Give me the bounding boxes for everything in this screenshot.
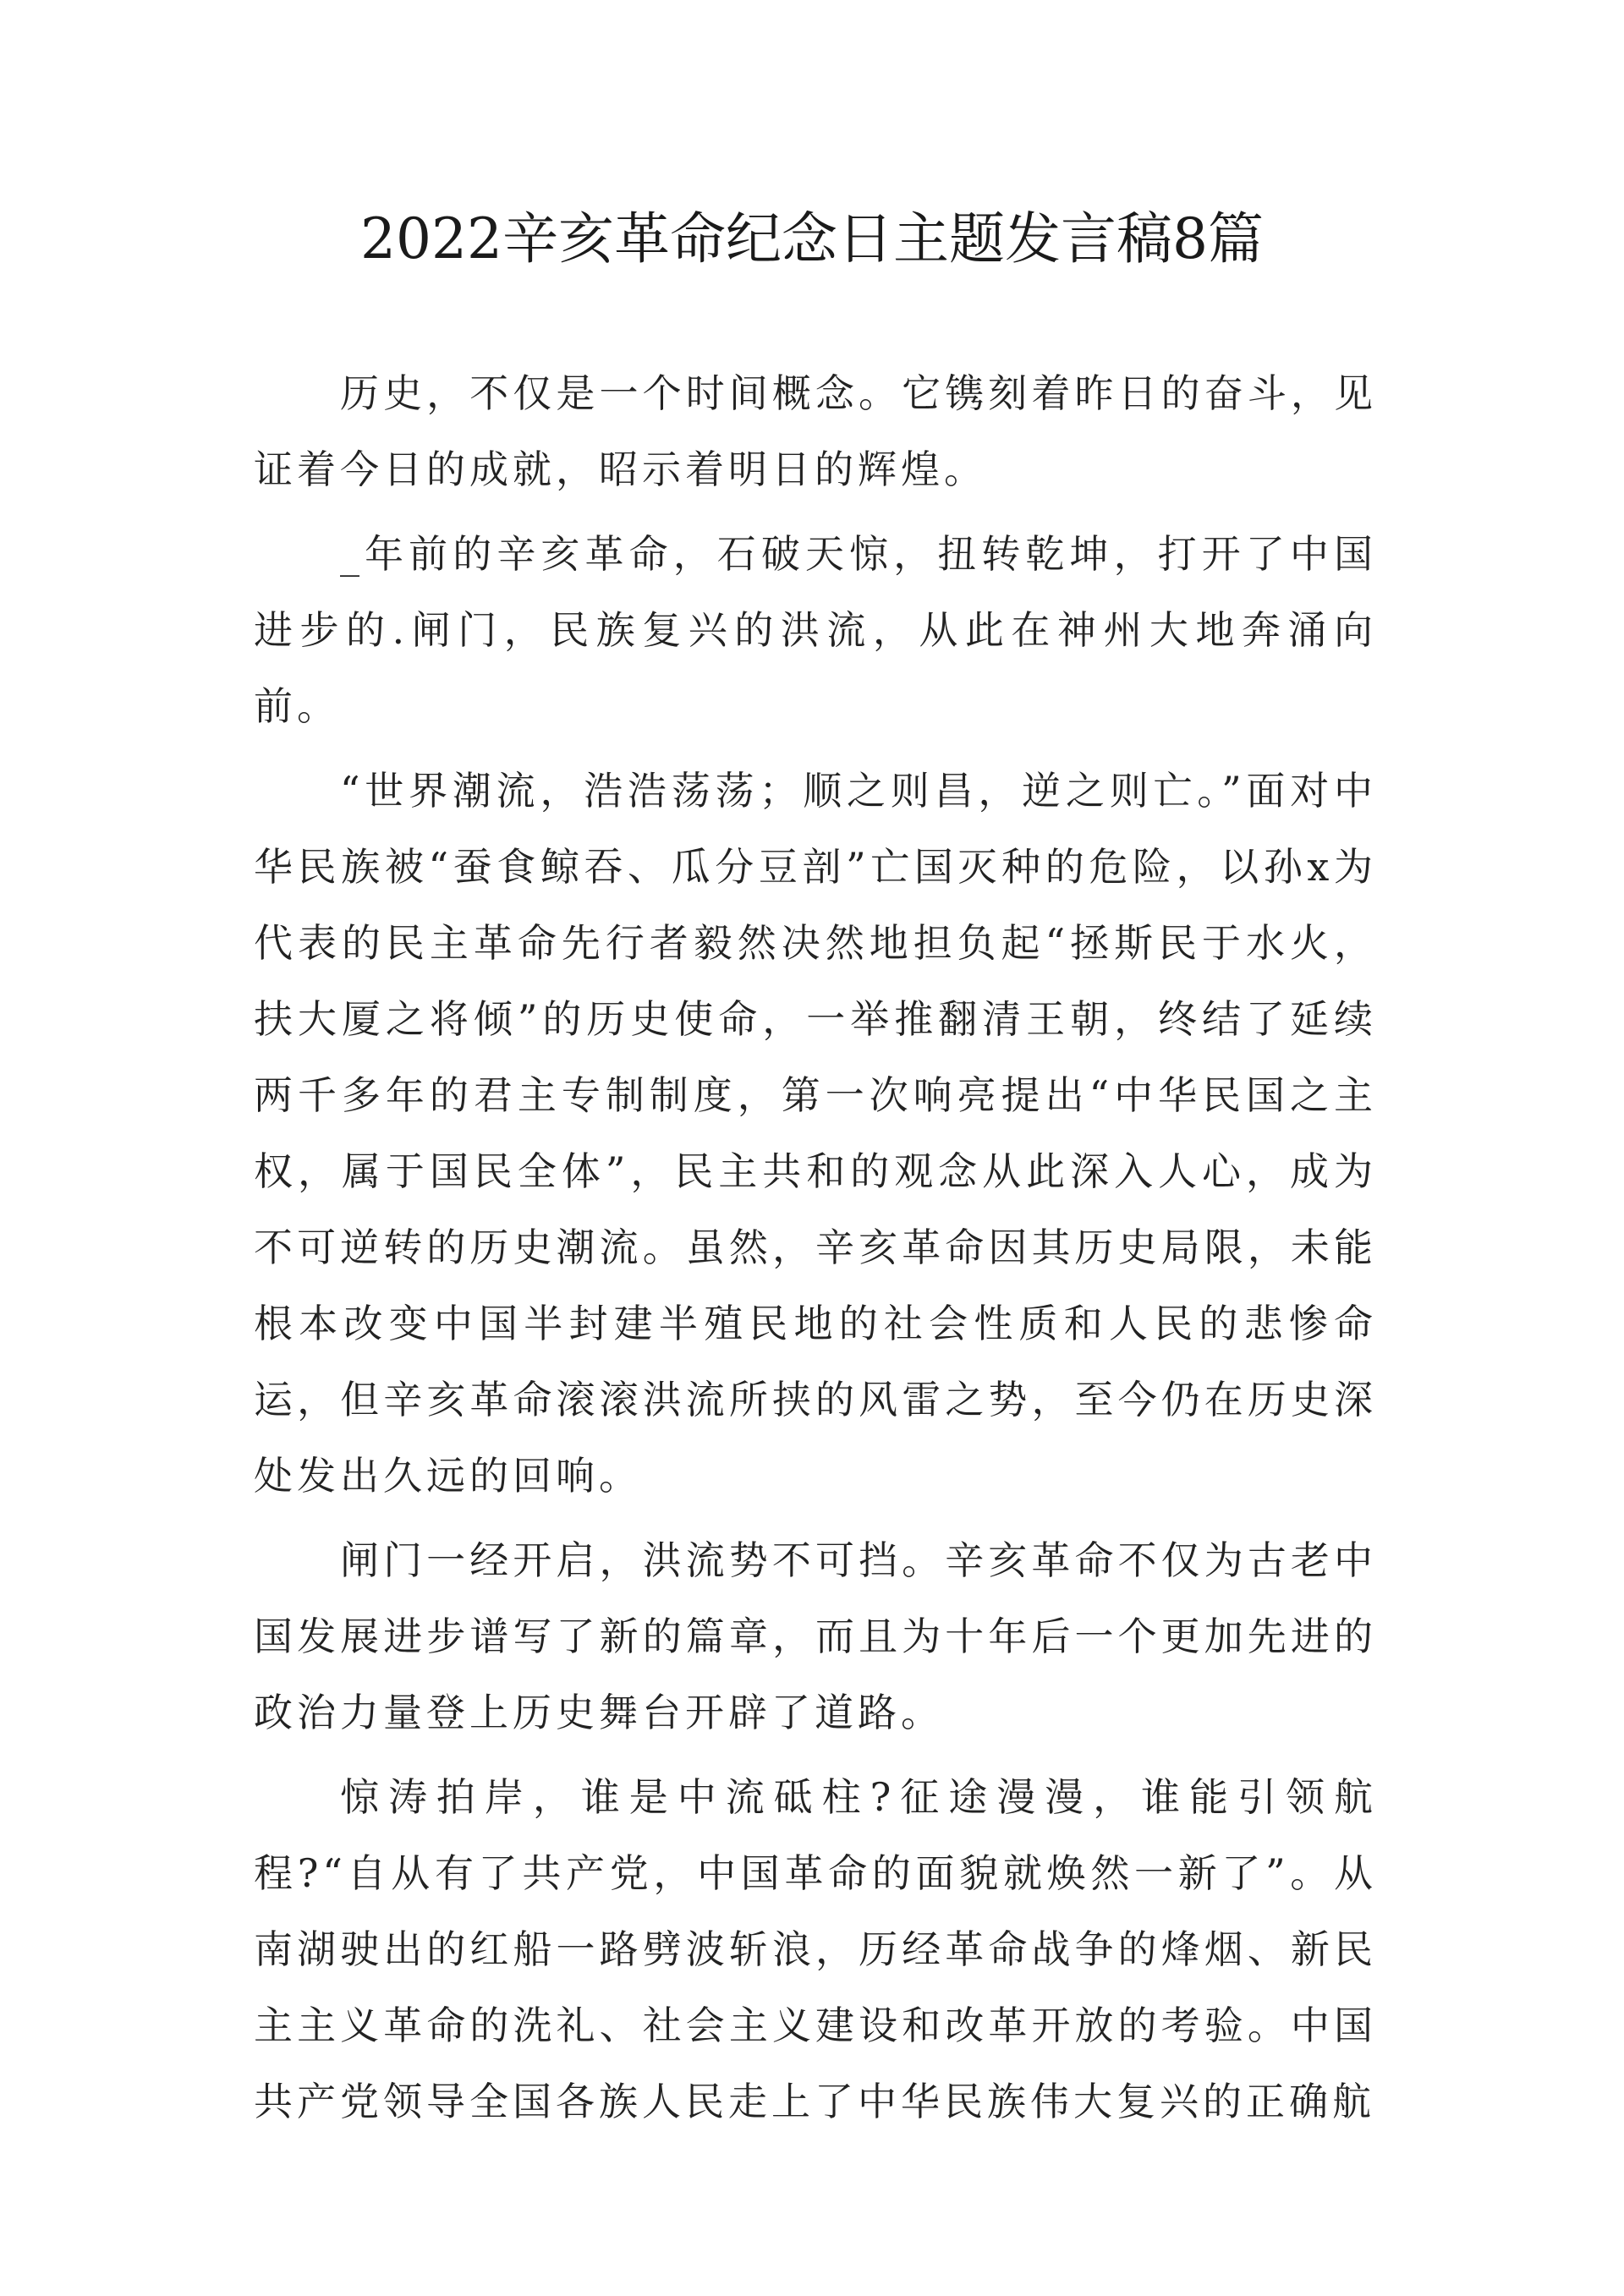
paragraph: 闸门一经开启，洪流势不可挡。辛亥革命不仅为古老中国发展进步谱写了新的篇章，而且为十年后一个更加先进的政治力量登上历史舞台开辟了道路。	[254, 1537, 1377, 1735]
document-title: 2022辛亥革命纪念日主题发言稿8篇	[360, 206, 1264, 271]
paragraph: 惊涛拍岸，谁是中流砥柱?征途漫漫，谁能引领航程?“自从有了共产党，中国革命的面貌就焕然一新了”。从南湖驶出的红船一路劈波斩浪，历经革命战争的烽烟、新民主主义革命的洗礼、社会主义建设和改革开放的考验。中国共产党领导全国各族人民走上了中华民族伟大复兴的正确航	[254, 1774, 1377, 2124]
paragraph: “世界潮流，浩浩荡荡；顺之则昌，逆之则亡。”面对中华民族被“蚕食鲸吞、瓜分豆剖”亡国灭种的危险，以孙x为代表的民主革命先行者毅然决然地担负起“拯斯民于水火，扶大厦之将倾”的历史使命，一举推翻清王朝，终结了延续两千多年的君主专制制度，第一次响亮提出“中华民国之主权，属于国民全体”，民主共和的观念从此深入人心，成为不可逆转的历史潮流。虽然，辛亥革命因其历史局限，未能根本改变中国半封建半殖民地的社会性质和人民的悲惨命运，但辛亥革命滚滚洪流所挟的风雷之势，至今仍在历史深处发出久远的回响。	[254, 768, 1377, 1499]
paragraph: 历史，不仅是一个时间概念。它镌刻着昨日的奋斗，见证着今日的成就，昭示着明日的辉煌。	[254, 370, 1377, 492]
document-body	[254, 355, 1377, 2148]
paragraph: _年前的辛亥革命，石破天惊，扭转乾坤，打开了中国进步的.闸门，民族复兴的洪流，从此在神州大地奔涌向前。	[254, 531, 1377, 729]
